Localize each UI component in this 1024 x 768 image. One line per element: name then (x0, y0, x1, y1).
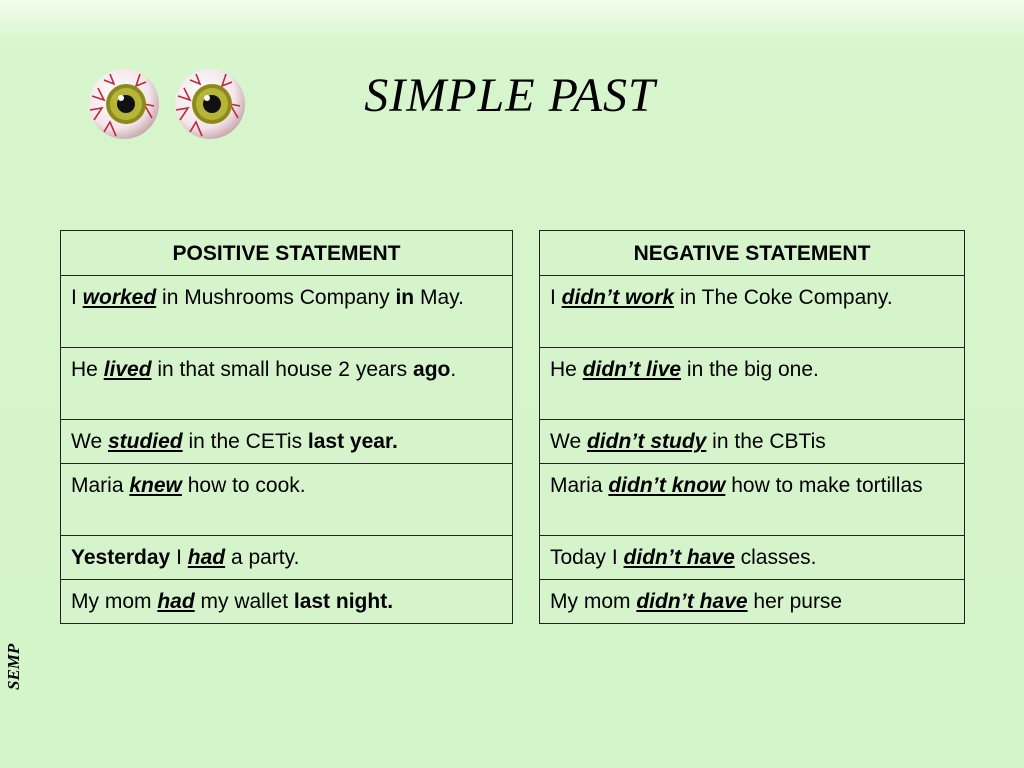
sentence-text: May. (414, 286, 464, 309)
sentence-text: I (71, 286, 83, 309)
sentence-text: Today I (550, 546, 624, 569)
negative-row (540, 420, 965, 464)
positive-row (61, 464, 513, 536)
watermark: SEMP (4, 643, 23, 690)
eyeballs-icon (84, 66, 254, 142)
positive-row (61, 420, 513, 464)
negative-row (540, 464, 965, 536)
sentence-text: We (71, 430, 108, 453)
positive-row (61, 276, 513, 348)
sentence-text: her purse (747, 590, 843, 613)
verb-text: didn’t live (582, 358, 682, 381)
verb-text: lived (103, 358, 152, 381)
sentence-text: We (550, 430, 587, 453)
sentence-text: in that small house 2 years (151, 358, 414, 381)
negative-statement-table (539, 230, 965, 624)
sentence-text: I (170, 546, 188, 569)
verb-text: had (187, 546, 226, 569)
verb-text: knew (129, 474, 182, 497)
sentence-text: My mom (71, 590, 158, 613)
sentence-text: He (71, 358, 104, 381)
sentence-text: He (550, 358, 583, 381)
positive-row (61, 536, 513, 580)
sentence-text: classes. (734, 546, 817, 569)
slide-title: SIMPLE PAST (364, 69, 656, 122)
sentence-text: in Mushrooms Company (156, 286, 396, 309)
negative-row (540, 536, 965, 580)
sentence-text: I (550, 286, 562, 309)
verb-text: studied (107, 430, 183, 453)
sentence-text: a party. (225, 546, 300, 569)
sentence-text: my wallet (194, 590, 294, 613)
positive-row (61, 580, 513, 624)
sentence-text: Maria (71, 474, 130, 497)
negative-header: NEGATIVE STATEMENT (540, 231, 965, 276)
emphasis-text: Yesterday (71, 546, 171, 569)
verb-text: worked (82, 286, 157, 309)
negative-row (540, 580, 965, 624)
verb-text: had (157, 590, 195, 613)
negative-row (540, 348, 965, 420)
eyeball-left-icon (89, 69, 159, 139)
verb-text: didn’t know (608, 474, 726, 497)
sentence-text: . (450, 358, 457, 381)
positive-statement-table (60, 230, 513, 624)
emphasis-text: in (395, 286, 415, 309)
sentence-text: how to make tortillas (725, 474, 923, 497)
sentence-text: My mom (550, 590, 637, 613)
verb-text: didn’t have (636, 590, 748, 613)
emphasis-text: last night. (293, 590, 394, 613)
sentence-text: in the big one. (681, 358, 819, 381)
emphasis-text: ago (413, 358, 451, 381)
sentence-text: in the CBTis (706, 430, 826, 453)
positive-header: POSITIVE STATEMENT (61, 231, 513, 276)
verb-text: didn’t work (561, 286, 675, 309)
sentence-text: in The Coke Company. (674, 286, 893, 309)
negative-row (540, 276, 965, 348)
sentence-text: in the CETis (182, 430, 308, 453)
positive-row (61, 348, 513, 420)
verb-text: didn’t study (586, 430, 707, 453)
emphasis-text: last year. (307, 430, 398, 453)
eyeball-right-icon (175, 69, 245, 139)
verb-text: didn’t have (623, 546, 735, 569)
sentence-text: how to cook. (181, 474, 306, 497)
sentence-text: Maria (550, 474, 609, 497)
